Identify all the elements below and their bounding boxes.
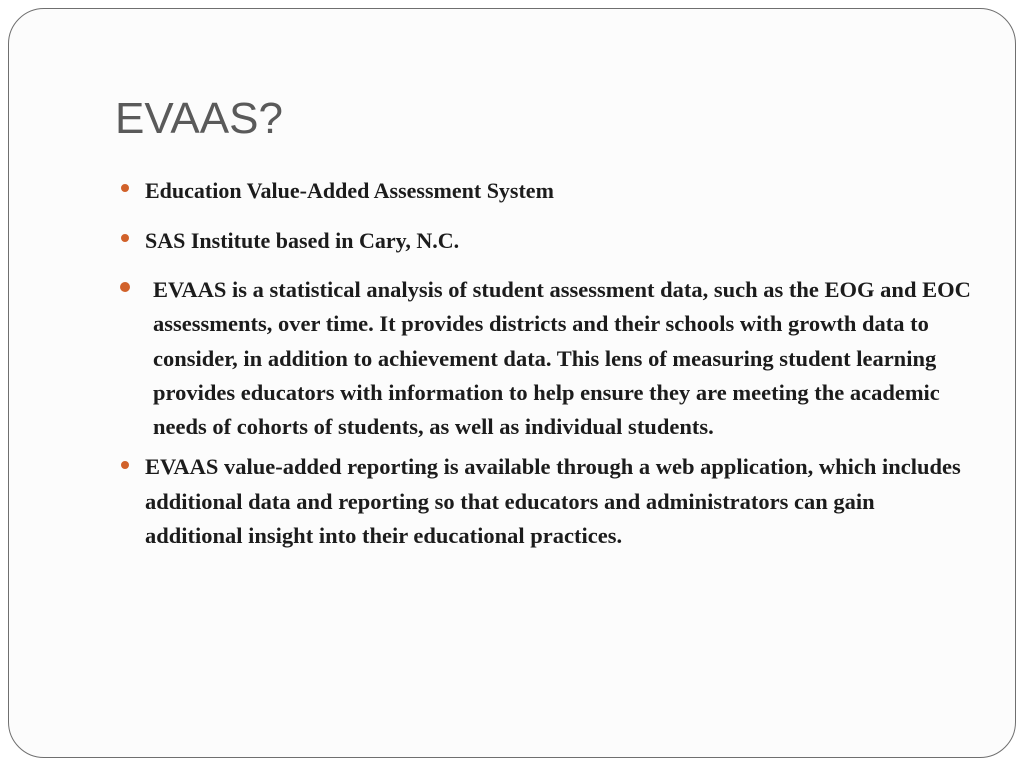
bullet-dot-icon bbox=[121, 234, 129, 242]
bullet-list bbox=[115, 173, 975, 553]
bullet-text: Education Value-Added Assessment System bbox=[145, 178, 554, 203]
bullet-item bbox=[115, 273, 975, 444]
bullet-dot-icon bbox=[121, 461, 129, 469]
bullet-text: EVAAS value-added reporting is available through a web application, which includes additional data and reporting so that educators and administrators can gain additional insight into their educational practices. bbox=[145, 454, 961, 549]
bullet-dot-icon bbox=[120, 282, 130, 292]
bullet-item bbox=[115, 173, 975, 209]
bullet-text: SAS Institute based in Cary, N.C. bbox=[145, 228, 460, 253]
bullet-text: EVAAS is a statistical analysis of student assessment data, such as the EOG and EOC assessments, over time. It provides districts and their schools with growth data to consider, in addition to achievement data. This lens of measuring student learning provides educators with information to help ensure they are meeting the academic needs of cohorts of students, as well as individual students. bbox=[153, 277, 971, 440]
bullet-dot-icon bbox=[121, 184, 129, 192]
bullet-item bbox=[115, 223, 975, 259]
bullet-item bbox=[115, 450, 975, 553]
slide-title: EVAAS? bbox=[115, 94, 283, 143]
slide-frame bbox=[8, 8, 1016, 758]
